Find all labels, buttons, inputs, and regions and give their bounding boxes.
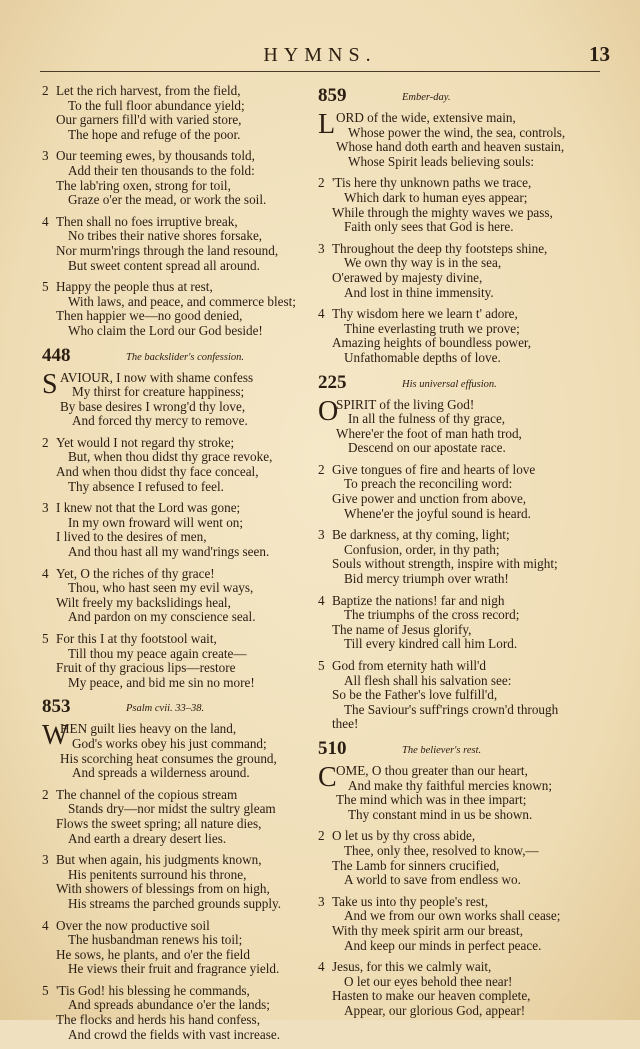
verse xyxy=(42,280,304,338)
hymn-title: The backslider's confession. xyxy=(126,351,245,363)
verse-line: Stands dry—nor midst the sultry gleam xyxy=(68,801,276,817)
verse-line: O let us by thy cross abide, xyxy=(332,828,476,844)
verse-line: I lived to the desires of men, xyxy=(56,529,207,545)
verse xyxy=(42,984,304,1042)
verse-number: 3 xyxy=(318,893,325,909)
verse-line: He sows, he plants, and o'er the field xyxy=(56,946,250,962)
verse-line: O'erawed by majesty divine, xyxy=(332,269,483,285)
verse-line: Confusion, order, in thy path; xyxy=(344,541,500,557)
verse xyxy=(42,149,304,207)
verse-line: Then shall no foes irruptive break, xyxy=(56,213,238,229)
verse xyxy=(42,567,304,625)
verse-number: 3 xyxy=(42,148,49,164)
verse-line: The channel of the copious stream xyxy=(56,786,238,802)
verse-line: Yet, O the riches of thy grace! xyxy=(56,565,215,581)
verse-line: Till thou my peace again create— xyxy=(68,645,247,661)
hymn-number: 448 xyxy=(42,344,71,366)
verse-line: He views their fruit and fragrance yield. xyxy=(68,961,280,977)
verse-line: Who claim the Lord our God beside! xyxy=(68,322,263,338)
verse-line: With thy meek spirit arm our breast, xyxy=(332,922,524,938)
first-verse xyxy=(318,111,584,169)
left-column xyxy=(42,84,304,1049)
verse-line: The name of Jesus glorify, xyxy=(332,621,472,637)
hymn-title: The believer's rest. xyxy=(402,744,482,756)
verse-line: AVIOUR, I now with shame confess xyxy=(60,369,254,385)
verse-line: But, when thou didst thy grace revoke, xyxy=(68,449,273,465)
verse-line: Amazing heights of boundless power, xyxy=(332,335,532,351)
verse-line: 'Tis here thy unknown paths we trace, xyxy=(332,175,532,191)
verse-line: In all the fulness of thy grace, xyxy=(348,411,506,427)
verse-line: His scorching heat consumes the ground, xyxy=(60,750,277,766)
verse-line: Add their ten thousands to the fold: xyxy=(68,162,255,178)
verse-line: The lab'ring oxen, strong for toil, xyxy=(56,177,231,193)
verse-line: A world to save from endless wo. xyxy=(344,872,521,888)
verse-line: Wilt freely my backslidings heal, xyxy=(56,594,231,610)
verse xyxy=(318,242,584,300)
verse-line: And make thy faithful mercies known; xyxy=(348,777,552,793)
verse-number: 4 xyxy=(318,306,325,322)
verse-line: ORD of the wide, extensive main, xyxy=(336,110,516,125)
verse-number: 4 xyxy=(318,959,325,975)
verse-line: Give tongues of fire and hearts of love xyxy=(332,461,536,477)
verse-line: Descend on our apostate race. xyxy=(348,440,506,456)
verse-number: 2 xyxy=(318,828,325,844)
verse-line: God from eternity hath will'd xyxy=(332,658,487,673)
verse-line: And earth a dreary desert lies. xyxy=(68,830,227,846)
hymn-number: 510 xyxy=(318,737,347,759)
verse-line: My thirst for creature happiness; xyxy=(72,384,245,400)
drop-cap: S xyxy=(42,368,58,400)
verse-line: But sweet content spread all around. xyxy=(68,257,260,273)
page-header xyxy=(0,40,640,74)
hymn-title: Ember-day. xyxy=(402,92,451,103)
verse-number: 5 xyxy=(318,658,325,673)
first-verse xyxy=(318,395,584,456)
verse xyxy=(318,176,584,234)
verse-line: Give power and unction from above, xyxy=(332,491,527,507)
verse-line: The husbandman renews his toil; xyxy=(68,932,243,948)
verse-line: Whene'er the joyful sound is heard. xyxy=(344,505,531,521)
verse-line: Whose Spirit leads believing souls: xyxy=(348,153,535,169)
first-verse xyxy=(42,368,304,429)
hymn-title: Psalm cvii. 33–38. xyxy=(126,703,205,715)
verse-line: While through the mighty waves we pass, xyxy=(332,204,553,220)
verse-line: With showers of blessings from on high, xyxy=(56,881,270,897)
verse-line: His streams the parched grounds supply. xyxy=(68,895,282,911)
verse-line: No tribes their native shores forsake, xyxy=(68,228,263,244)
hymn-number: 853 xyxy=(42,696,71,718)
verse-line: So be the Father's love fulfill'd, xyxy=(332,687,498,703)
verse xyxy=(42,215,304,273)
verse-number: 4 xyxy=(42,917,49,933)
verse-number: 4 xyxy=(318,592,325,608)
drop-cap: C xyxy=(318,761,337,793)
page-number: 13 xyxy=(589,42,610,66)
verse-line: Yet would I not regard thy stroke; xyxy=(56,434,235,450)
verse xyxy=(42,436,304,494)
verse-line: To preach the reconciling word: xyxy=(344,476,513,492)
verse-line: Be darkness, at thy coming, light; xyxy=(332,527,510,543)
verse-line: Jesus, for this we calmly wait, xyxy=(332,959,492,975)
hymn-number: 225 xyxy=(318,371,347,393)
verse-line: The hope and refuge of the poor. xyxy=(68,126,241,142)
verse-line: The triumphs of the cross record; xyxy=(344,607,520,623)
verse-line: HEN guilt lies heavy on the land, xyxy=(60,721,237,737)
verse-line: Appear, our glorious God, appear! xyxy=(344,1002,526,1018)
hymn-heading xyxy=(318,373,584,395)
verse-line: God's works obey his just command; xyxy=(72,735,267,751)
hymn-heading xyxy=(318,86,584,108)
verse-number: 2 xyxy=(42,434,49,450)
verse xyxy=(318,659,584,732)
verse-number: 4 xyxy=(42,565,49,581)
verse-line: All flesh shall his salvation see: xyxy=(344,672,512,688)
verse-line: thee! xyxy=(332,716,359,732)
verse-line: OME, O thou greater than our heart, xyxy=(336,762,528,778)
verse-line: Which dark to human eyes appear; xyxy=(344,189,528,205)
drop-cap: W xyxy=(42,720,69,752)
first-verse xyxy=(42,722,304,780)
verse-line: Our teeming ewes, by thousands told, xyxy=(56,148,255,164)
verse-line: Souls without strength, inspire with might; xyxy=(332,556,558,572)
verse xyxy=(318,594,584,652)
verse-number: 3 xyxy=(318,240,325,256)
running-title: HYMNS. xyxy=(263,44,377,66)
verse-line: And forced thy mercy to remove. xyxy=(72,413,248,429)
verse-line: To the full floor abundance yield; xyxy=(68,97,245,113)
verse-line: His penitents surround his throne, xyxy=(68,866,247,882)
hymn-title: His universal effusion. xyxy=(402,378,497,390)
verse-line: Flows the sweet spring; all nature dies, xyxy=(56,815,262,831)
verse-line: And crowd the fields with vast increase. xyxy=(68,1026,281,1042)
verse-number: 3 xyxy=(42,852,49,868)
drop-cap: O xyxy=(318,395,339,427)
verse xyxy=(42,501,304,559)
verse-line: Whose hand doth earth and heaven sustain, xyxy=(336,139,565,155)
verse-line: And pardon on my conscience seal. xyxy=(68,609,256,625)
verse-line: For this I at thy footstool wait, xyxy=(56,631,217,646)
verse-number: 4 xyxy=(42,213,49,229)
verse-line: Let the rich harvest, from the field, xyxy=(56,83,241,98)
verse-line: Thy wisdom here we learn t' adore, xyxy=(332,306,518,322)
verse-number: 2 xyxy=(318,175,325,191)
verse-line: I knew not that the Lord was gone; xyxy=(56,500,241,516)
verse-line: We own thy way is in the sea, xyxy=(344,255,502,271)
verse-line: Bid mercy triumph over wrath! xyxy=(344,571,509,587)
verse-line: Whose power the wind, the sea, controls, xyxy=(348,124,566,140)
drop-cap: L xyxy=(318,109,336,140)
verse xyxy=(318,463,584,521)
verse xyxy=(42,84,304,142)
verse xyxy=(318,829,584,887)
verse-line: Our garners fill'd with varied store, xyxy=(56,112,242,128)
verse-line: By base desires I wrong'd thy love, xyxy=(60,398,246,414)
verse xyxy=(42,919,304,977)
verse xyxy=(42,788,304,846)
verse-number: 3 xyxy=(318,527,325,543)
verse xyxy=(318,307,584,365)
verse-line: Then happier we—no good denied, xyxy=(56,308,243,324)
verse xyxy=(42,632,304,690)
verse xyxy=(318,528,584,586)
header-rule xyxy=(40,71,600,72)
hymn-heading xyxy=(42,346,304,368)
verse xyxy=(318,895,584,953)
verse-line: O let our eyes behold thee near! xyxy=(344,973,513,989)
verse-line: Over the now productive soil xyxy=(56,917,210,933)
verse-line: Thy constant mind in us be shown. xyxy=(348,806,533,822)
verse-line: The mind which was in thee impart; xyxy=(336,792,527,808)
verse-line: In my own froward will went on; xyxy=(68,514,244,530)
hymn-heading xyxy=(318,739,584,761)
verse-line: And spreads abundance o'er the lands; xyxy=(68,997,270,1013)
verse-line: Thy absence I refused to feel. xyxy=(68,478,224,494)
verse-line: Thine everlasting truth we prove; xyxy=(344,320,520,336)
verse-line: My peace, and bid me sin no more! xyxy=(68,674,255,690)
verse-number: 5 xyxy=(42,279,49,295)
verse-line: The Saviour's suff'rings crown'd through xyxy=(344,701,559,717)
verse-line: Thee, only thee, resolved to know,— xyxy=(344,842,539,858)
verse-line: And we from our own works shall cease; xyxy=(344,908,561,924)
verse-line: Nor murm'rings through the land resound, xyxy=(56,242,279,258)
verse-number: 2 xyxy=(318,461,325,477)
verse-line: Where'er the foot of man hath trod, xyxy=(336,425,522,441)
verse-number: 2 xyxy=(42,83,49,98)
verse-line: Throughout the deep thy footsteps shine, xyxy=(332,240,548,256)
verse-line: Unfathomable depths of love. xyxy=(344,349,501,365)
verse-line: Hasten to make our heaven complete, xyxy=(332,988,531,1004)
verse xyxy=(42,853,304,911)
verse-line: And when thou didst thy face conceal, xyxy=(56,464,259,480)
verse-line: 'Tis God! his blessing he commands, xyxy=(56,982,250,998)
verse-number: 3 xyxy=(42,500,49,516)
verse-line: Baptize the nations! far and nigh xyxy=(332,592,505,608)
verse-line: Happy the people thus at rest, xyxy=(56,279,213,295)
verse-line: The Lamb for sinners crucified, xyxy=(332,857,500,873)
verse-line: The flocks and herds his hand confess, xyxy=(56,1012,260,1028)
hymn-heading xyxy=(42,697,304,719)
verse-line: And thou hast all my wand'rings seen. xyxy=(68,544,270,560)
verse-line: Graze o'er the mead, or work the soil. xyxy=(68,192,267,208)
verse-line: Take us into thy people's rest, xyxy=(332,893,489,909)
first-verse xyxy=(318,761,584,822)
verse-line: Thou, who hast seen my evil ways, xyxy=(68,580,254,596)
verse-line: With laws, and peace, and commerce blest; xyxy=(68,293,296,309)
verse-number: 5 xyxy=(42,631,49,646)
verse-number: 5 xyxy=(42,982,49,998)
right-column xyxy=(318,84,584,1025)
verse-line: SPIRIT of the living God! xyxy=(336,396,475,412)
verse-number: 2 xyxy=(42,786,49,802)
verse-line: And lost in thine immensity. xyxy=(344,284,494,300)
hymn-number: 859 xyxy=(318,85,347,106)
verse-line: Till every kindred call him Lord. xyxy=(344,636,518,652)
verse-line: And keep our minds in perfect peace. xyxy=(344,937,542,953)
verse xyxy=(318,960,584,1018)
verse-line: Fruit of thy gracious lips—restore xyxy=(56,660,236,676)
verse-line: Faith only sees that God is here. xyxy=(344,219,514,235)
verse-line: But when again, his judgments known, xyxy=(56,852,262,868)
verse-line: And spreads a wilderness around. xyxy=(72,765,250,781)
